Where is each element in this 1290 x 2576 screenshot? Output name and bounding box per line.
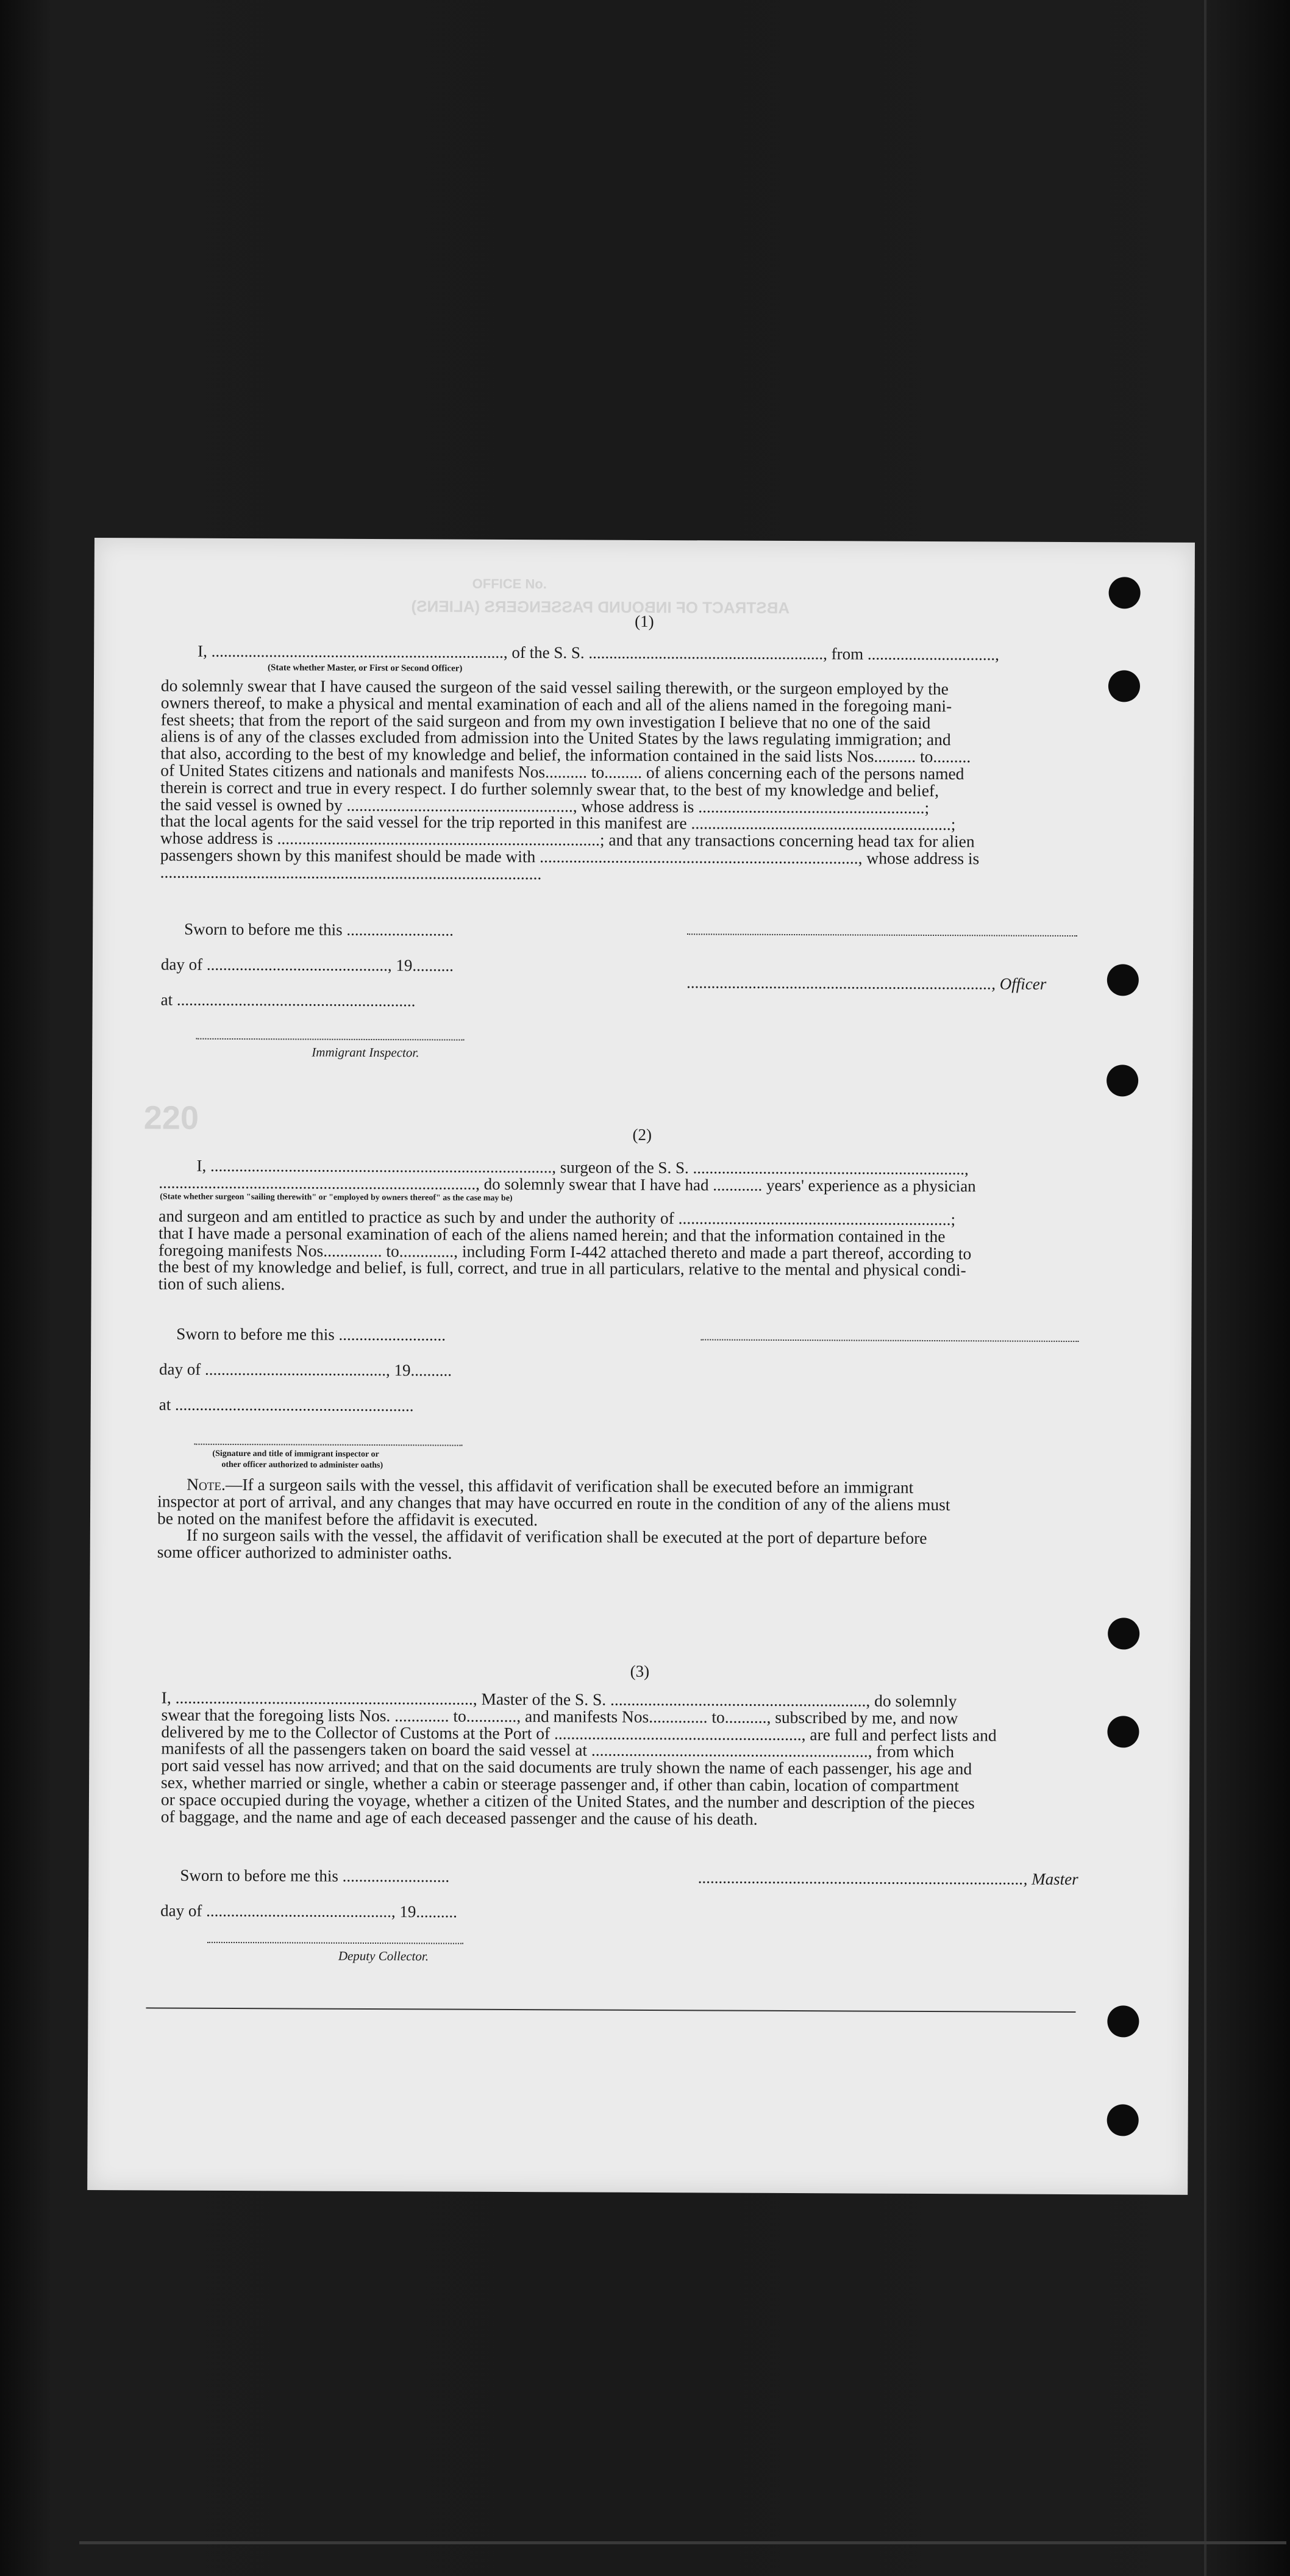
oath-line: that I have made a personal examination of each of the aliens named herein; and that the information contained in the [158,1223,946,1246]
oath-line: that the local agents for the said vessel for the trip reported in this manifest are ..............................................................; [160,811,956,834]
oath-line: of baggage, and the name and age of each deceased passenger and the cause of his death. [160,1807,758,1829]
oath-line: whose address is .............................................................................; and that any transactions concerning head tax for alien [160,828,975,851]
affidavit-collector-section [88,1660,1190,2091]
oath-line: owners thereof, to make a physical and mental examination of each and all of the aliens named in the foregoing mani- [160,693,952,715]
note-text [157,1475,1075,1565]
declarant-note: (State whether Master, or First or Second Officer) [268,663,463,674]
affidavit-master-section [92,538,1195,1091]
officer-signature-line [687,933,1077,937]
faint-number-stamp: 220 [143,1099,199,1136]
scanner-bottom-line [79,2541,1286,2544]
day-line: day of ............................................., 19.......... [160,1901,457,1921]
oath-line: aliens is of any of the classes excluded from admission into the United States by the laws regulating immigration; and [160,726,951,749]
oath-line: or space occupied during the voyage, whether a citizen of the United States, and the number and description of the pieces [160,1789,975,1813]
oath-line: port said vessel has now arrived; and that on the said documents are truly shown the name of each passenger, his age and [161,1755,972,1779]
note-line: some officer authorized to administer oaths. [157,1542,452,1563]
day-line: day of ............................................, 19.......... [159,1360,452,1380]
bottom-rule [146,2007,1075,2013]
sworn-line: Sworn to before me this .......................... [184,919,454,940]
oath-line: therein is correct and true in every respect. I do further solemnly swear that, to the best of my knowledge and belief, [160,777,939,800]
master-line: ..............................................................................., Master [698,1868,1078,1889]
note-line-text: —If a surgeon sails with the vessel, this affidavit of verification shall be executed before an immigrant [225,1474,914,1497]
sworn-line: Sworn to before me this .......................... [180,1866,450,1886]
note-line: inspector at port of arrival, and any changes that may have occurred en route in the condition of any of the aliens must [157,1491,950,1514]
oath-line: passengers shown by this manifest should be made with ............................................................................, whose address is [160,845,980,868]
collector-signature-line [207,1942,463,1944]
oath-line: do solemnly swear that I have caused the surgeon of the said vessel sailing therewith, or the surgeon employed by the [160,676,949,699]
oath-line: fest sheets; that from the report of the said surgeon and from my own investigation I believe that no one of the said [160,710,931,732]
oath-text [160,677,1078,884]
oath-line: that also, according to the best of my knowledge and belief, the information contained in the said lists Nos.......... to......... [160,743,971,766]
surgeon-oath-text [159,1207,1077,1296]
oath-line: and surgeon and am entitled to practice as such by and under the authority of .................................................................; [159,1206,956,1229]
signature-note: (Signature and title of immigrant inspector or [212,1449,379,1460]
oath-line: sex, whether married or single, whether a cabin or steerage passenger and, if other than cabin, location of compartment [161,1772,959,1796]
faint-office-stamp: OFFICE No. [472,576,547,592]
surgeon-experience-line: ............................................................................., do solemnly swear that I have had ............ years' experience as a physician [159,1173,976,1196]
oath-line: swear that the foregoing lists Nos. ............. to............, and manifests Nos.............. to.........., subscribed by me, and now [161,1705,958,1727]
oath-line: manifests of all the passengers taken on board the said vessel at .................................................................., from which [161,1738,955,1761]
affidavit-surgeon-section [90,1123,1192,1616]
note-line: be noted on the manifest before the affidavit is executed. [157,1508,538,1529]
manifest-affidavit-page [87,538,1195,2195]
master-oath-text [161,1689,1079,1829]
surgeon-note: (State whether surgeon "sailing therewith" or "employed by owners thereof" as the case may be) [160,1192,513,1204]
inspector-signature-line [194,1444,463,1446]
surgeon-line: I, ..................................................................................., surgeon of the S. S. .................................................................., [196,1156,969,1179]
at-line: at .......................................................... [160,990,416,1010]
oath-line: of United States citizens and nationals and manifests Nos.......... to......... of aliens concerning each of the persons named [160,760,964,783]
faint-abstract-stamp: ABSTRACT OF INBOUND PASSENGERS (ALIENS) [411,597,790,617]
officer-line: .........................................................................., Officer [686,973,1047,993]
oath-line: foregoing manifests Nos.............. to............., including Form I-442 attached thereto and made a part thereof, according to [158,1240,972,1263]
punch-hole [1107,2104,1139,2136]
at-line: at .......................................................... [159,1395,414,1415]
oath-line: the said vessel is owned by ......................................................, whose address is ......................................................; [160,794,930,817]
collector-title: Deputy Collector. [338,1948,429,1964]
note-line: If no surgeon sails with the vessel, the affidavit of verification shall be executed at the port of departure before [186,1525,927,1548]
surgeon-signature-line [700,1339,1078,1342]
oath-line: ........................................................................................... [160,862,542,883]
sworn-line: Sworn to before me this .......................... [176,1324,446,1344]
section-number: (1) [635,612,654,631]
section-number: (2) [632,1125,652,1144]
section-number: (3) [630,1661,650,1680]
oath-line: I, ......................................................................., Master of the S. S. ............................................................., do solemnly [161,1688,957,1711]
punch-hole [1108,1618,1139,1649]
note-label: Note. [187,1474,226,1494]
signature-note: other officer authorized to administer oaths) [221,1460,383,1471]
scanner-edge-line [1204,0,1206,2576]
oath-line: tion of such aliens. [158,1274,285,1294]
oath-line: the best of my knowledge and belief, is full, correct, and true in all particulars, relative to the mental and physical condi- [158,1257,966,1280]
inspector-title: Immigrant Inspector. [312,1044,419,1060]
declarant-line: I, ......................................................................., of the S. S. ........................................................., from ..............................., [198,641,999,664]
oath-line: delivered by me to the Collector of Customs at the Port of ..........................................................., are full and perfect lists and [161,1722,997,1745]
day-line: day of ............................................, 19.......... [160,955,454,975]
inspector-signature-line [196,1038,464,1041]
